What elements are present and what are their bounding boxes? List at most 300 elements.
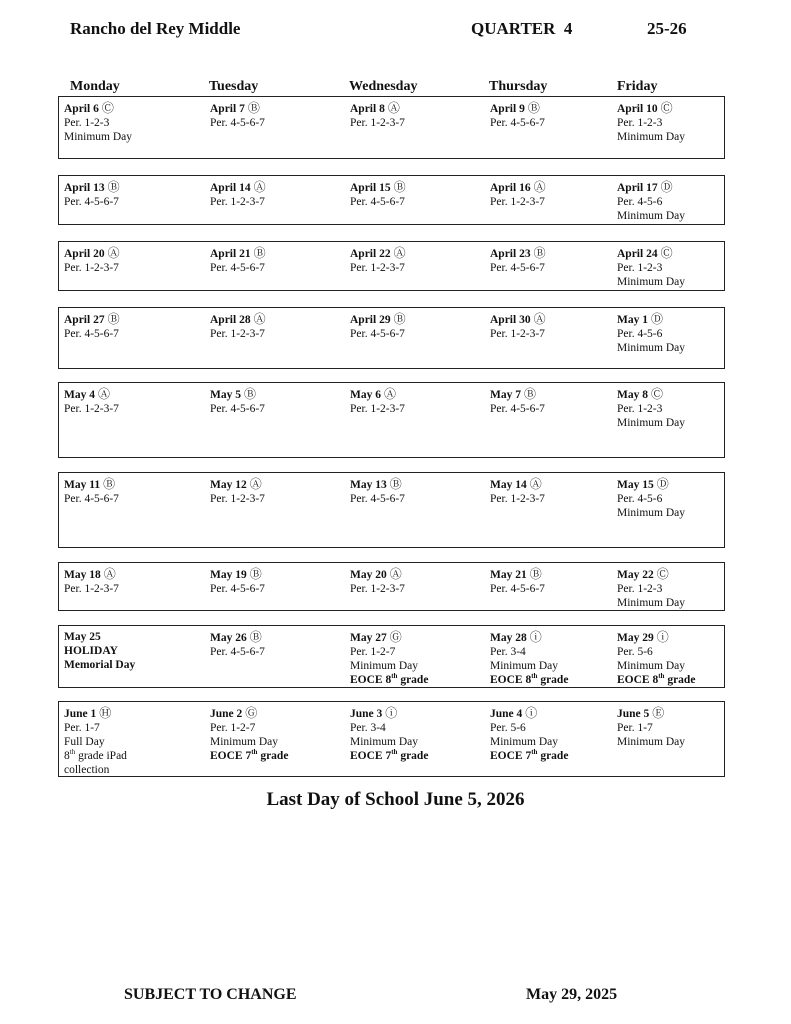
day-detail-text: Minimum Day <box>490 660 559 672</box>
day-date: June 2 <box>210 708 243 720</box>
day-detail-line <box>617 341 685 355</box>
day-detail-line <box>617 645 695 659</box>
day-cell <box>490 630 568 687</box>
day-detail-line <box>210 402 265 416</box>
day-detail-text: Per. 4-5-6 <box>617 328 663 340</box>
day-detail-text: Per. 3-4 <box>350 722 386 734</box>
schedule-letter-icon: Ⓐ <box>529 477 542 491</box>
day-detail-line <box>617 116 685 130</box>
schedule-letter-icon: Ⓑ <box>243 387 256 401</box>
day-detail-line <box>490 645 568 659</box>
day-detail-line <box>350 673 428 687</box>
day-date: April 23 <box>490 248 531 260</box>
schedule-letter-icon: Ⓖ <box>245 706 258 720</box>
day-cell <box>64 630 135 672</box>
schedule-letter-icon: Ⓐ <box>393 246 406 260</box>
day-detail-text: Per. 4-5-6-7 <box>210 262 265 274</box>
school-year: 25-26 <box>647 19 687 38</box>
day-detail-text-suffix: grade <box>664 674 696 686</box>
day-detail-line <box>64 402 119 416</box>
day-detail-line <box>64 749 127 763</box>
day-detail-text: Per. 1-2-3 <box>64 117 110 129</box>
day-detail-text: collection <box>64 764 110 776</box>
day-detail-line <box>490 327 546 341</box>
day-header-monday: Monday <box>70 79 120 94</box>
day-detail-text: Per. 4-5-6-7 <box>64 196 119 208</box>
day-date: April 9 <box>490 103 525 115</box>
day-detail-text-suffix: grade <box>257 750 289 762</box>
schedule-letter-icon: ⓘ <box>529 630 542 644</box>
day-detail-text: Per. 4-5-6-7 <box>350 328 405 340</box>
day-detail-text: Per. 1-2-3 <box>617 403 663 415</box>
day-detail-line <box>490 261 546 275</box>
day-cell <box>210 567 265 596</box>
day-detail-line <box>617 735 685 749</box>
ordinal-suffix: th <box>391 748 398 757</box>
day-date: April 29 <box>350 314 391 326</box>
day-detail-text: EOCE 8 <box>490 674 532 686</box>
ordinal-suffix: th <box>531 672 538 681</box>
day-date: April 16 <box>490 182 531 194</box>
day-cell <box>617 180 685 223</box>
day-detail-text: Per. 4-5-6-7 <box>210 117 265 129</box>
day-detail-line <box>350 116 405 130</box>
day-detail-line <box>490 116 545 130</box>
day-detail-line <box>350 659 428 673</box>
day-detail-text: Minimum Day <box>617 736 686 748</box>
schedule-letter-icon: Ⓐ <box>253 312 266 326</box>
day-detail-text: Per. 4-5-6-7 <box>210 403 265 415</box>
day-detail-line <box>350 327 406 341</box>
day-detail-line <box>210 721 288 735</box>
ordinal-suffix: th <box>391 672 398 681</box>
day-detail-line <box>350 735 428 749</box>
schedule-letter-icon: Ⓑ <box>247 101 260 115</box>
schedule-letter-icon: Ⓐ <box>383 387 396 401</box>
day-cell <box>490 246 546 275</box>
day-date: May 6 <box>350 389 381 401</box>
day-date: May 7 <box>490 389 521 401</box>
day-detail-text: Minimum Day <box>617 417 686 429</box>
day-detail-text: Per. 4-5-6-7 <box>490 583 545 595</box>
day-detail-text: Minimum Day <box>617 597 686 609</box>
day-detail-text: Per. 3-4 <box>490 646 526 658</box>
day-detail-text: Per. 4-5-6 <box>617 493 663 505</box>
day-date: April 21 <box>210 248 251 260</box>
day-detail-line <box>617 195 685 209</box>
day-detail-line <box>617 596 685 610</box>
day-detail-line <box>64 735 127 749</box>
schedule-letter-icon: Ⓐ <box>533 312 546 326</box>
day-detail-line <box>490 582 545 596</box>
day-detail-text: Per. 1-2-3-7 <box>350 583 405 595</box>
day-detail-text: Per. 4-5-6-7 <box>64 328 119 340</box>
day-detail-text-suffix: grade iPad <box>75 750 127 762</box>
schedule-letter-icon: Ⓑ <box>389 477 402 491</box>
day-cell <box>617 477 685 520</box>
schedule-letter-icon: Ⓑ <box>249 567 262 581</box>
day-detail-line <box>490 659 568 673</box>
day-detail-line <box>490 735 568 749</box>
week-row <box>58 562 725 611</box>
day-date: May 29 <box>617 632 654 644</box>
day-cell <box>350 246 406 275</box>
day-date: April 10 <box>617 103 658 115</box>
schedule-letter-icon: Ⓓ <box>656 477 669 491</box>
day-detail-line <box>490 492 545 506</box>
day-date: May 27 <box>350 632 387 644</box>
day-cell <box>490 101 545 130</box>
day-detail-line <box>210 116 265 130</box>
day-detail-text: Minimum Day <box>64 131 133 143</box>
day-cell <box>490 312 546 341</box>
day-header-wednesday: Wednesday <box>349 79 418 94</box>
day-date: June 5 <box>617 708 650 720</box>
day-date: April 27 <box>64 314 105 326</box>
day-detail-text: Per. 4-5-6-7 <box>350 493 405 505</box>
day-cell <box>210 246 266 275</box>
day-detail-text-suffix: grade <box>397 750 429 762</box>
day-detail-text: EOCE 8 <box>350 674 392 686</box>
day-detail-line <box>617 673 695 687</box>
day-detail-text-suffix: grade <box>397 674 429 686</box>
day-detail-line <box>350 645 428 659</box>
schedule-letter-icon: Ⓐ <box>249 477 262 491</box>
day-detail-text: EOCE 7 <box>350 750 392 762</box>
week-row <box>58 701 725 777</box>
day-detail-line <box>64 721 127 735</box>
day-detail-text: Per. 4-5-6-7 <box>490 403 545 415</box>
day-detail-text: Minimum Day <box>617 210 686 222</box>
day-detail-line <box>64 763 127 777</box>
day-detail-line <box>350 749 428 763</box>
day-detail-line <box>64 261 120 275</box>
day-detail-text: Minimum Day <box>350 660 419 672</box>
day-detail-text: Per. 1-2-3 <box>617 583 663 595</box>
day-date: April 30 <box>490 314 531 326</box>
day-detail-line <box>617 209 685 223</box>
day-detail-line <box>64 582 119 596</box>
day-detail-text: Per. 1-2-3-7 <box>210 493 265 505</box>
day-detail-line <box>617 327 685 341</box>
day-detail-line <box>617 402 685 416</box>
day-detail-text: Per. 1-7 <box>64 722 100 734</box>
day-detail-text: Per. 1-2-3-7 <box>490 328 545 340</box>
day-detail-text: Minimum Day <box>617 507 686 519</box>
day-detail-line <box>210 749 288 763</box>
day-cell <box>210 101 265 130</box>
schedule-letter-icon: Ⓒ <box>650 387 663 401</box>
day-detail-text: Per. 1-2-3-7 <box>210 328 265 340</box>
schedule-letter-icon: Ⓒ <box>660 246 673 260</box>
day-date: May 4 <box>64 389 95 401</box>
day-header-tuesday: Tuesday <box>209 79 259 94</box>
day-date: May 1 <box>617 314 648 326</box>
day-detail-line <box>210 492 265 506</box>
day-detail-text: Per. 1-2-3-7 <box>64 403 119 415</box>
day-detail-line <box>617 659 695 673</box>
day-detail-text: Per. 4-5-6-7 <box>490 262 545 274</box>
schedule-letter-icon: Ⓑ <box>253 246 266 260</box>
day-cell <box>350 477 405 506</box>
day-detail-text: Per. 1-2-3-7 <box>350 117 405 129</box>
day-date: April 22 <box>350 248 391 260</box>
ordinal-suffix: th <box>658 672 665 681</box>
day-detail-line <box>64 195 120 209</box>
day-cell <box>210 477 265 506</box>
day-detail-text: Minimum Day <box>617 660 686 672</box>
day-detail-line <box>64 658 135 672</box>
ordinal-suffix: th <box>531 748 538 757</box>
schedule-letter-icon: Ⓐ <box>253 180 266 194</box>
day-detail-line <box>490 673 568 687</box>
day-cell <box>210 387 265 416</box>
day-date: May 18 <box>64 569 101 581</box>
day-detail-text: Per. 4-5-6-7 <box>490 117 545 129</box>
day-date: May 28 <box>490 632 527 644</box>
schedule-letter-icon: Ⓐ <box>533 180 546 194</box>
day-date: May 14 <box>490 479 527 491</box>
schedule-letter-icon: Ⓓ <box>660 180 673 194</box>
day-date: April 28 <box>210 314 251 326</box>
day-cell <box>210 630 265 659</box>
week-row <box>58 382 725 458</box>
day-cell <box>617 706 685 749</box>
day-date: June 4 <box>490 708 523 720</box>
day-detail-text: Per. 5-6 <box>490 722 526 734</box>
day-cell <box>210 180 266 209</box>
schedule-letter-icon: Ⓑ <box>107 312 120 326</box>
day-cell <box>350 180 406 209</box>
schedule-letter-icon: Ⓑ <box>103 477 116 491</box>
day-date: April 7 <box>210 103 245 115</box>
day-detail-text-suffix: grade <box>537 674 569 686</box>
day-detail-text: Per. 1-2-3-7 <box>64 262 119 274</box>
day-cell <box>490 567 545 596</box>
day-detail-line <box>617 721 685 735</box>
day-date: May 20 <box>350 569 387 581</box>
day-detail-line <box>64 644 135 658</box>
day-date: April 8 <box>350 103 385 115</box>
schedule-letter-icon: ⓘ <box>525 706 538 720</box>
day-cell <box>350 706 428 763</box>
day-detail-text: Per. 1-2-7 <box>350 646 396 658</box>
day-detail-text: Per. 1-2-3 <box>617 262 663 274</box>
day-cell <box>350 567 405 596</box>
day-date: June 3 <box>350 708 383 720</box>
ordinal-suffix: th <box>251 748 258 757</box>
day-date: May 8 <box>617 389 648 401</box>
day-cell <box>490 706 568 763</box>
schedule-letter-icon: Ⓑ <box>533 246 546 260</box>
day-cell <box>350 101 405 130</box>
day-date: May 26 <box>210 632 247 644</box>
day-detail-line <box>64 492 119 506</box>
day-detail-text: Minimum Day <box>210 736 279 748</box>
day-date: May 5 <box>210 389 241 401</box>
day-detail-text: Per. 1-2-3 <box>617 117 663 129</box>
day-detail-line <box>490 402 545 416</box>
day-detail-line <box>210 195 266 209</box>
day-detail-line <box>64 116 132 130</box>
ordinal-suffix: th <box>69 748 76 757</box>
last-day-notice: Last Day of School June 5, 2026 <box>266 789 525 810</box>
day-cell <box>617 387 685 430</box>
week-row <box>58 472 725 548</box>
day-date: May 25 <box>64 631 101 643</box>
day-detail-text: Per. 1-2-3-7 <box>490 493 545 505</box>
day-cell <box>64 246 120 275</box>
day-cell <box>490 387 545 416</box>
day-detail-line <box>490 195 546 209</box>
day-detail-text: Per. 4-5-6 <box>617 196 663 208</box>
schedule-letter-icon: Ⓐ <box>387 101 400 115</box>
schedule-letter-icon: Ⓔ <box>652 706 665 720</box>
day-detail-text: Per. 4-5-6-7 <box>350 196 405 208</box>
day-detail-line <box>617 130 685 144</box>
day-detail-line <box>350 582 405 596</box>
day-detail-text: Minimum Day <box>350 736 419 748</box>
schedule-letter-icon: Ⓑ <box>527 101 540 115</box>
week-row <box>58 307 725 369</box>
schedule-letter-icon: ⓘ <box>385 706 398 720</box>
day-cell <box>617 101 685 144</box>
day-detail-text: 8 <box>64 750 70 762</box>
day-cell <box>64 477 119 506</box>
day-detail-line <box>210 735 288 749</box>
day-cell <box>490 477 545 506</box>
schedule-letter-icon: Ⓑ <box>249 630 262 644</box>
schedule-letter-icon: Ⓑ <box>107 180 120 194</box>
day-detail-line <box>210 582 265 596</box>
week-row <box>58 625 725 688</box>
day-detail-line <box>64 130 132 144</box>
day-detail-line <box>617 582 685 596</box>
day-detail-line <box>350 195 406 209</box>
day-date: April 24 <box>617 248 658 260</box>
day-detail-line <box>617 416 685 430</box>
day-date: May 19 <box>210 569 247 581</box>
day-detail-text: Per. 1-2-3-7 <box>210 196 265 208</box>
day-date: May 15 <box>617 479 654 491</box>
day-date: April 15 <box>350 182 391 194</box>
day-date: April 13 <box>64 182 105 194</box>
day-date: May 22 <box>617 569 654 581</box>
day-cell <box>350 630 428 687</box>
day-cell <box>64 101 132 144</box>
day-date: April 17 <box>617 182 658 194</box>
day-cell <box>350 312 406 341</box>
schedule-letter-icon: Ⓒ <box>656 567 669 581</box>
day-cell <box>617 567 685 610</box>
day-cell <box>64 387 119 416</box>
day-detail-text: EOCE 7 <box>490 750 532 762</box>
day-cell <box>64 567 119 596</box>
day-detail-line <box>350 261 406 275</box>
day-date: May 12 <box>210 479 247 491</box>
day-detail-text: Per. 1-2-3-7 <box>64 583 119 595</box>
day-date: June 1 <box>64 708 97 720</box>
schedule-letter-icon: Ⓗ <box>99 706 112 720</box>
day-detail-line <box>490 749 568 763</box>
day-detail-text: Full Day <box>64 736 105 748</box>
schedule-letter-icon: Ⓓ <box>650 312 663 326</box>
day-detail-line <box>350 492 405 506</box>
day-detail-line <box>210 327 266 341</box>
day-detail-line <box>617 275 685 289</box>
day-date: May 13 <box>350 479 387 491</box>
day-cell <box>210 706 288 763</box>
day-detail-line <box>210 645 265 659</box>
week-row <box>58 175 725 225</box>
day-detail-text: Minimum Day <box>617 276 686 288</box>
day-detail-text: Per. 4-5-6-7 <box>210 583 265 595</box>
day-detail-line <box>617 492 685 506</box>
day-detail-text-suffix: grade <box>537 750 569 762</box>
day-detail-text: HOLIDAY <box>64 645 118 657</box>
schedule-letter-icon: Ⓐ <box>97 387 110 401</box>
schedule-letter-icon: Ⓑ <box>523 387 536 401</box>
day-detail-line <box>64 327 120 341</box>
day-detail-line <box>617 506 685 520</box>
subject-to-change-notice: SUBJECT TO CHANGE <box>124 986 297 1003</box>
quarter-label: QUARTER 4 <box>471 19 573 38</box>
day-detail-text: Memorial Day <box>64 659 136 671</box>
day-header-friday: Friday <box>617 79 658 94</box>
schedule-letter-icon: Ⓒ <box>101 101 114 115</box>
day-detail-text: Per. 1-2-3-7 <box>350 403 405 415</box>
day-date: April 14 <box>210 182 251 194</box>
day-detail-text: Per. 1-2-3-7 <box>350 262 405 274</box>
schedule-letter-icon: Ⓖ <box>389 630 402 644</box>
day-detail-text: Per. 1-7 <box>617 722 653 734</box>
schedule-letter-icon: Ⓐ <box>389 567 402 581</box>
day-detail-text: Minimum Day <box>617 131 686 143</box>
day-detail-text: EOCE 8 <box>617 674 659 686</box>
schedule-letter-icon: Ⓐ <box>107 246 120 260</box>
day-date: May 21 <box>490 569 527 581</box>
day-detail-text: Per. 5-6 <box>617 646 653 658</box>
schedule-letter-icon: Ⓑ <box>393 312 406 326</box>
day-cell <box>64 312 120 341</box>
day-date: April 20 <box>64 248 105 260</box>
day-detail-text: EOCE 7 <box>210 750 252 762</box>
day-detail-line <box>490 721 568 735</box>
school-name: Rancho del Rey Middle <box>70 19 241 38</box>
week-row <box>58 241 725 291</box>
day-cell <box>64 706 127 777</box>
day-cell <box>617 630 695 687</box>
day-detail-line <box>350 402 405 416</box>
day-cell <box>210 312 266 341</box>
day-detail-line <box>617 261 685 275</box>
day-cell <box>617 312 685 355</box>
day-detail-line <box>210 261 266 275</box>
day-date: April 6 <box>64 103 99 115</box>
day-detail-text: Per. 1-2-3-7 <box>490 196 545 208</box>
day-header-thursday: Thursday <box>489 79 548 94</box>
schedule-letter-icon: ⓘ <box>656 630 669 644</box>
day-detail-text: Per. 1-2-7 <box>210 722 256 734</box>
day-date: May 11 <box>64 479 101 491</box>
day-cell <box>617 246 685 289</box>
schedule-letter-icon: Ⓑ <box>529 567 542 581</box>
week-row <box>58 96 725 159</box>
schedule-letter-icon: Ⓒ <box>660 101 673 115</box>
day-cell <box>490 180 546 209</box>
schedule-letter-icon: Ⓐ <box>103 567 116 581</box>
day-cell <box>350 387 405 416</box>
